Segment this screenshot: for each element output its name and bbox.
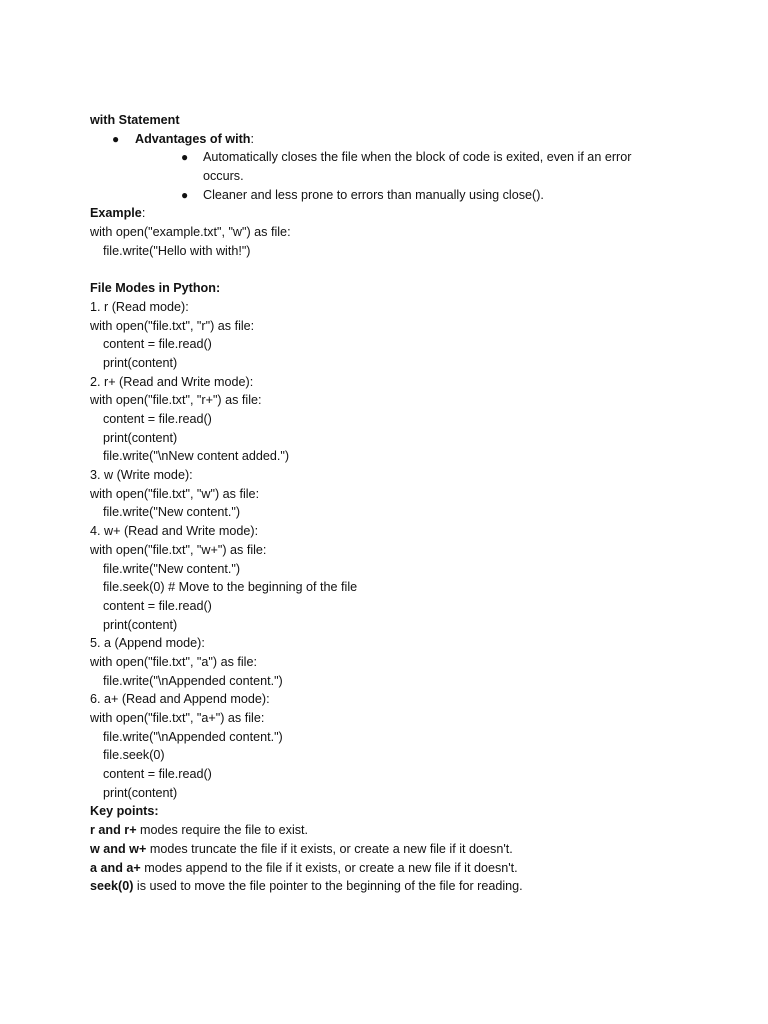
code-line: with open("example.txt", "w") as file: [90, 225, 291, 240]
code-line: file.seek(0) # Move to the beginning of the file [103, 580, 358, 595]
code-line: with open("file.txt", "w+") as file: [90, 542, 267, 557]
code-line: file.seek(0) [103, 748, 165, 763]
mode-heading: 4. w+ (Read and Write mode): [90, 524, 259, 539]
key-point-term: a and a+ [90, 860, 141, 875]
code-line: file.write("Hello with with!") [103, 243, 251, 258]
code-line: with open("file.txt", "r") as file: [90, 318, 255, 333]
key-point-text: modes append to the file if it exists, or create a new file if it doesn't. [140, 860, 518, 875]
file-modes-heading: File Modes in Python: [90, 281, 221, 296]
mode-heading: 3. w (Write mode): [90, 468, 193, 483]
advantage-item [90, 186, 653, 205]
key-point-text: is used to move the file pointer to the beginning of the file for reading. [133, 879, 523, 894]
advantage-text: Cleaner and less prone to errors than manually using close(). [203, 187, 544, 202]
code-line: content = file.read() [103, 767, 212, 782]
example-colon: : [141, 206, 146, 221]
code-line: file.write("\nAppended content.") [103, 673, 283, 688]
key-point-term: r and r+ [90, 823, 137, 838]
example-label-line [90, 204, 690, 223]
key-point [90, 859, 690, 878]
blank-line [90, 261, 690, 280]
code-line: print(content) [103, 785, 178, 800]
code-line: with open("file.txt", "w") as file: [90, 486, 260, 501]
key-point [90, 840, 690, 859]
code-line: file.write("New content.") [103, 505, 241, 520]
code-line: with open("file.txt", "a+") as file: [90, 711, 265, 726]
mode-heading: 5. a (Append mode): [90, 636, 205, 651]
advantages-heading: Advantages of with [135, 131, 251, 146]
key-points-heading: Key points: [90, 804, 159, 819]
bullet-icon: ● [181, 150, 189, 165]
bullet-icon: ● [181, 187, 189, 202]
mode-heading: 1. r (Read mode): [90, 299, 189, 314]
code-line: content = file.read() [103, 598, 212, 613]
code-line: with open("file.txt", "r+") as file: [90, 393, 262, 408]
key-point [90, 821, 690, 840]
code-line: file.write("\nNew content added.") [103, 449, 290, 464]
advantages-bullet [90, 130, 690, 149]
code-line: content = file.read() [103, 337, 212, 352]
code-line: print(content) [103, 430, 178, 445]
mode-heading: 6. a+ (Read and Append mode): [90, 692, 270, 707]
advantage-item [90, 148, 653, 185]
key-point-text: modes require the file to exist. [136, 823, 309, 838]
key-point-text: modes truncate the file if it exists, or create a new file if it doesn't. [146, 841, 513, 856]
code-line: with open("file.txt", "a") as file: [90, 654, 257, 669]
section-title: with Statement [90, 113, 180, 127]
advantage-text: Automatically closes the file when the block of code is exited, even if an error occurs. [203, 150, 632, 184]
code-line: file.write("New content.") [103, 561, 241, 576]
code-line: content = file.read() [103, 412, 212, 427]
bullet-icon: ● [112, 131, 120, 146]
advantages-colon: : [250, 131, 254, 146]
code-line: file.write("\nAppended content.") [103, 729, 283, 744]
code-line: print(content) [103, 617, 178, 632]
code-line: print(content) [103, 355, 178, 370]
key-point-term: w and w+ [90, 841, 147, 856]
mode-heading: 2. r+ (Read and Write mode): [90, 374, 254, 389]
example-label: Example [90, 206, 142, 221]
key-point-term: seek(0) [90, 879, 134, 894]
key-point [90, 877, 690, 896]
document-content [90, 111, 690, 896]
